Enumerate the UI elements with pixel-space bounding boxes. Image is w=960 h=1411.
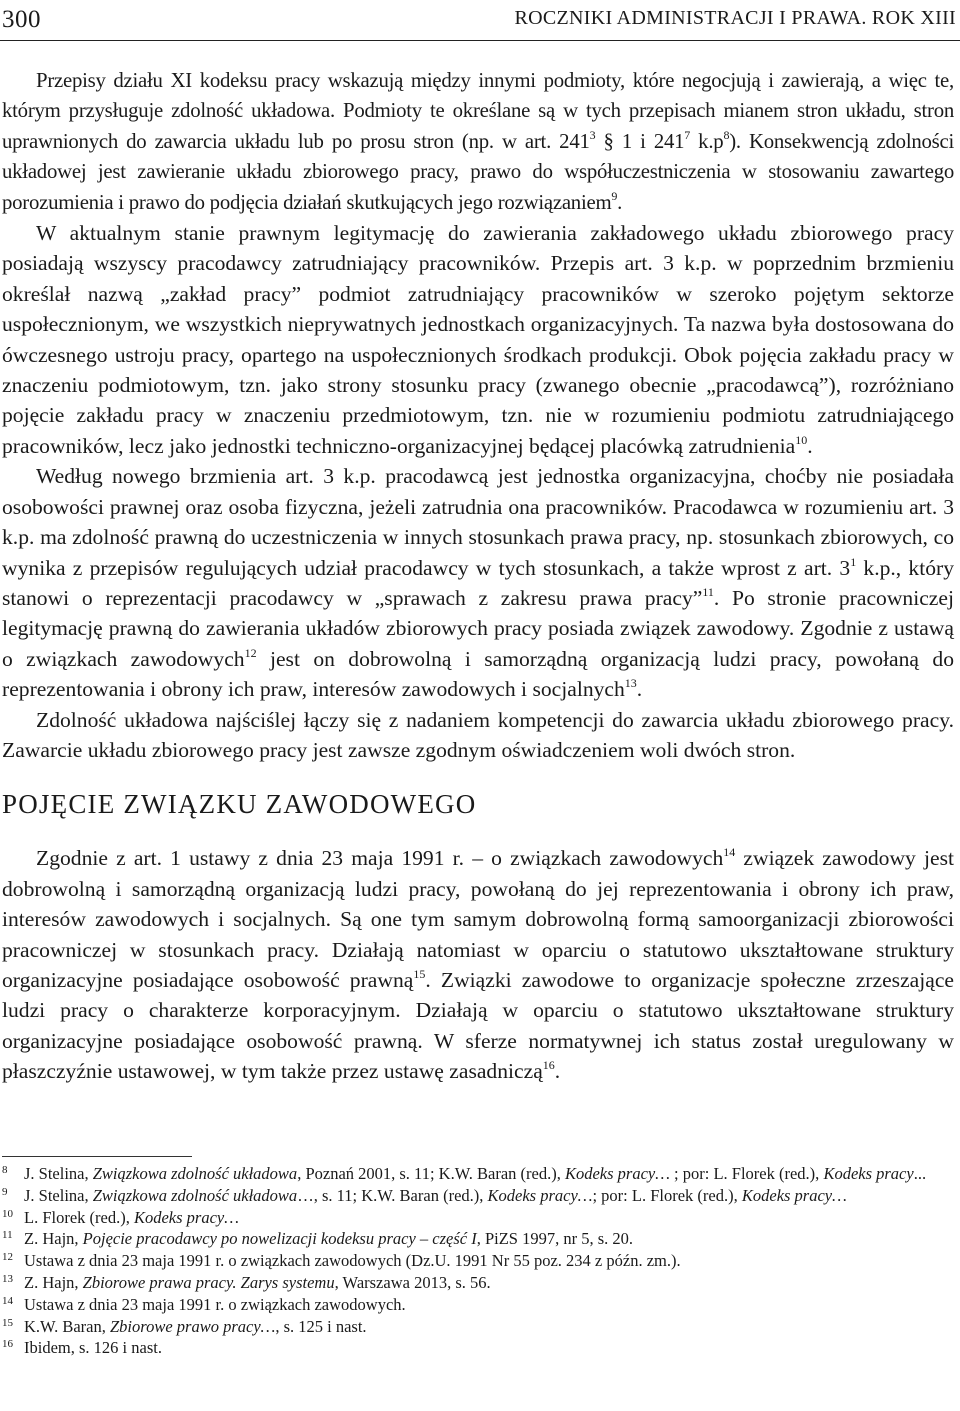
title-italic: Związkowa zdolność układowa <box>92 1185 298 1205</box>
text-run: Zgodnie z art. 1 ustawy z dnia 23 maja 1991 r. – o związkach zawodowych <box>36 846 724 871</box>
text-run: Ustawa z dnia 23 maja 1991 r. o związkach zawodowych. <box>24 1294 406 1314</box>
footnote-13: 13 Z. Hajn, Zbiorowe prawa pracy. Zarys systemu, Warszawa 2013, s. 56. <box>2 1272 491 1292</box>
text-run: . <box>554 1059 561 1084</box>
footnote-ref-10: 10 <box>795 432 808 447</box>
article-body <box>2 66 954 1087</box>
title-italic: Zbiorowe prawa pracy. Zarys systemu <box>82 1272 335 1292</box>
footnote-ref-12: 12 <box>244 645 257 660</box>
text-run: L. Florek (red.), <box>24 1207 134 1227</box>
paragraph-2 <box>2 218 954 461</box>
paragraph-5 <box>2 843 954 1086</box>
footnote-ref-13: 13 <box>624 676 637 691</box>
text-run: k.p <box>690 129 724 153</box>
paragraph-1 <box>2 66 954 218</box>
text-run: § 1 i 241 <box>595 129 685 153</box>
text-run: ; por: L. Florek (red.), <box>669 1164 824 1183</box>
section-heading: POJĘCIE ZWIĄZKU ZAWODOWEGO <box>2 789 477 820</box>
footnote-divider <box>2 1156 192 1157</box>
text-run: W aktualnym stanie prawnym legitymację do zawierania zakładowego układu zbiorowego pracy posiadają wszyscy pracodawcy zatrudniający pracowników. Przepis art. 3 k.p. w poprzednim brzmieniu określał nazwą „zakład pracy” podmiot zatrudniający pracowników w szeroko pojętym sektorze uspołecznionym, we wszystkich nieprywatnych jednostkach organizacyjnych. Ta nazwa była dostosowana do ówczesnego ustroju pracy, opartego na uspołecznionych środkach produkcji. Obok pojęcia zakładu pracy w znaczeniu podmiotowym, tzn. jako strony stosunku pracy (zwanego obecnie „pracodawcą”), rozróżniano pojęcie zakładu pracy w znaczeniu przedmiotowym, tzn. nie w rozumieniu podmiotu zatrudniającego pracowników, lecz jako jednostki techniczno-organizacyjnej będącej placówką zatrudnienia <box>2 221 954 458</box>
text-run: Z. Hajn, <box>24 1229 83 1249</box>
text-run: . <box>807 433 813 458</box>
text-run: k.p., który stanowi o reprezentacji pracodawcy w „sprawach z zakresu prawa pracy” <box>2 555 954 610</box>
footnote-ref-16: 16 <box>542 1058 555 1073</box>
text-run: związek zawodowy jest dobrowolną i samorządną organizacją ludzi pracy, powołaną do jej reprezentowania i obrony ich praw, interesów zawodowych i socjalnych. Są one tym samym dobrowolną formą samoorganizacji zbiorowości pracowniczej w stosunkach pracy. Działają natomiast w oparciu o statutowo ukształtowane struktury organizacyjne posiadające osobowość prawną <box>2 846 954 992</box>
footnote-12: 12 Ustawa z dnia 23 maja 1991 r. o związkach zawodowych (Dz.U. 1991 Nr 55 poz. 234 z późn. zm.). <box>2 1251 681 1271</box>
text-run: ). Konsekwencją zdolności układowej jest zawieranie układu zbiorowego pracy, prawo do współuczestniczenia w stosowaniu zawartego porozumienia i prawo do podjęcia działań skutkujących jego rozwiązaniem <box>2 129 954 214</box>
text-run: Ustawa z dnia 23 maja 1991 r. o związkach zawodowych (Dz.U. 1991 Nr 55 poz. 234 z późn. zm.). <box>24 1251 681 1271</box>
text-run: jest on dobrowolną i samorządną organizacją ludzi pracy, powołaną do reprezentowania i obrony ich praw, interesów zawodowych i socjalnych <box>2 646 954 702</box>
footnote-ref-15: 15 <box>413 966 426 981</box>
text-run: J. Stelina, <box>24 1185 93 1205</box>
footnote-ref-8: 8 <box>723 127 730 142</box>
page-header <box>0 0 960 41</box>
title-italic: Związkowa zdolność układowa <box>92 1164 298 1183</box>
paragraph-4: Zdolność układowa najściślej łączy się z nadaniem kompetencji do zawarcia układu zbiorowego pracy. Zawarcie układu zbiorowego pracy jest zawsze zgodnym oświadczeniem woli dwóch stron. <box>2 707 954 762</box>
footnote-9: 9 J. Stelina, Związkowa zdolność układowa…, s. 11; K.W. Baran (red.), Kodeks pracy…; por: L. Florek (red.), Kodeks pracy… <box>2 1185 847 1205</box>
page-number: 300 <box>2 6 41 33</box>
footnote-16: 16 Ibidem, s. 126 i nast. <box>2 1338 162 1358</box>
footnote-11: 11 Z. Hajn, Pojęcie pracodawcy po nowelizacji kodeksu pracy – część I, PiZS 1997, nr 5, s. 20. <box>2 1229 634 1249</box>
text-run: , PiZS 1997, nr 5, s. 20. <box>476 1229 634 1249</box>
superscript: 7 <box>684 127 691 142</box>
superscript: 3 <box>589 127 596 142</box>
text-run: Przepisy działu XI kodeksu pracy wskazują między innymi podmioty, które negocjują i zawierają, a więc te, którym przysługuje zdolność układowa. Podmioty te określane są w tych przepisach mianem stron układu, stron uprawnionych do zawarcia układu lub po prosu stron (np. w art. 241 <box>2 69 954 153</box>
text-run: …, s. 11; K.W. Baran (red.), <box>297 1185 488 1205</box>
text-run: ... <box>913 1164 927 1183</box>
footnote-ref-9: 9 <box>611 188 618 203</box>
text-run: Z. Hajn, <box>24 1272 83 1292</box>
superscript: 1 <box>850 554 857 569</box>
text-run: Ibidem, s. 126 i nast. <box>24 1338 162 1358</box>
text-run: . <box>617 190 623 214</box>
title-italic: Kodeks pracy <box>823 1164 914 1183</box>
text-run: . Związki zawodowe to organizacje społeczne zrzeszające ludzi pracy o charakterze korporacyjnym. Działają w oparciu o statutowo ukształtowane struktury organizacyjne posiadające osobowość prawną. W sferze normatywnej ich status został uregulowany w płaszczyźnie ustawowej, w tym także przez ustawę zasadniczą <box>2 967 954 1084</box>
text-run: J. Stelina, <box>24 1164 93 1183</box>
footnote-14: 14 Ustawa z dnia 23 maja 1991 r. o związkach zawodowych. <box>2 1294 406 1314</box>
text-run: , Poznań 2001, s. 11; K.W. Baran (red.), <box>297 1164 565 1183</box>
text-run: , Warszawa 2013, s. 56. <box>334 1272 491 1292</box>
text-run: . <box>636 677 643 702</box>
footnote-15: 15 K.W. Baran, Zbiorowe prawo pracy…, s. 125 i nast. <box>2 1316 367 1336</box>
footnote-8: 8 J. Stelina, Związkowa zdolność układowa, Poznań 2001, s. 11; K.W. Baran (red.), Kodeks pracy… ; por: L. Florek (red.), Kodeks pracy... <box>2 1164 927 1183</box>
text-run: K.W. Baran, <box>24 1316 110 1336</box>
text-run: ; por: L. Florek (red.), <box>592 1185 742 1205</box>
running-title: ROCZNIKI ADMINISTRACJI I PRAWA. ROK XIII <box>514 7 956 29</box>
footnote-10: 10 L. Florek (red.), Kodeks pracy… <box>2 1207 239 1227</box>
footnotes <box>2 1163 954 1359</box>
text-run: Według nowego brzmienia art. 3 k.p. pracodawcą jest jednostka organizacyjna, choćby nie posiadała osobowości prawnej oraz osoba fizyczna, jeżeli zatrudnia ona pracowników. Pracodawca w rozumieniu art. 3 k.p. ma zdolność prawną do uczestniczenia w innych stosunkach prawa pracy, np. stosunkach zbiorowych, co wynika z przepisów regulujących udział pracodawcy w tych stosunkach, a także wprost z art. 3 <box>2 464 954 580</box>
title-italic: Kodeks pracy… <box>133 1207 239 1227</box>
text-run: , s. 125 i nast. <box>275 1316 367 1336</box>
footnote-ref-14: 14 <box>723 845 736 860</box>
title-italic: Kodeks pracy… <box>741 1185 847 1205</box>
title-italic: Pojęcie pracodawcy po nowelizacji kodeksu pracy – część I <box>82 1229 477 1249</box>
text-run: . Po stronie pracowniczej legitymację prawną do zawierania układów zbiorowych pracy posiada związek zawodowy. Zgodnie z ustawą o związkach zawodowych <box>2 585 954 671</box>
footnote-ref-11: 11 <box>702 584 714 599</box>
title-italic: Kodeks pracy… <box>487 1185 593 1205</box>
paragraph-3 <box>2 461 954 704</box>
title-italic: Zbiorowe prawo pracy… <box>110 1316 276 1336</box>
title-italic: Kodeks pracy… <box>564 1164 670 1183</box>
